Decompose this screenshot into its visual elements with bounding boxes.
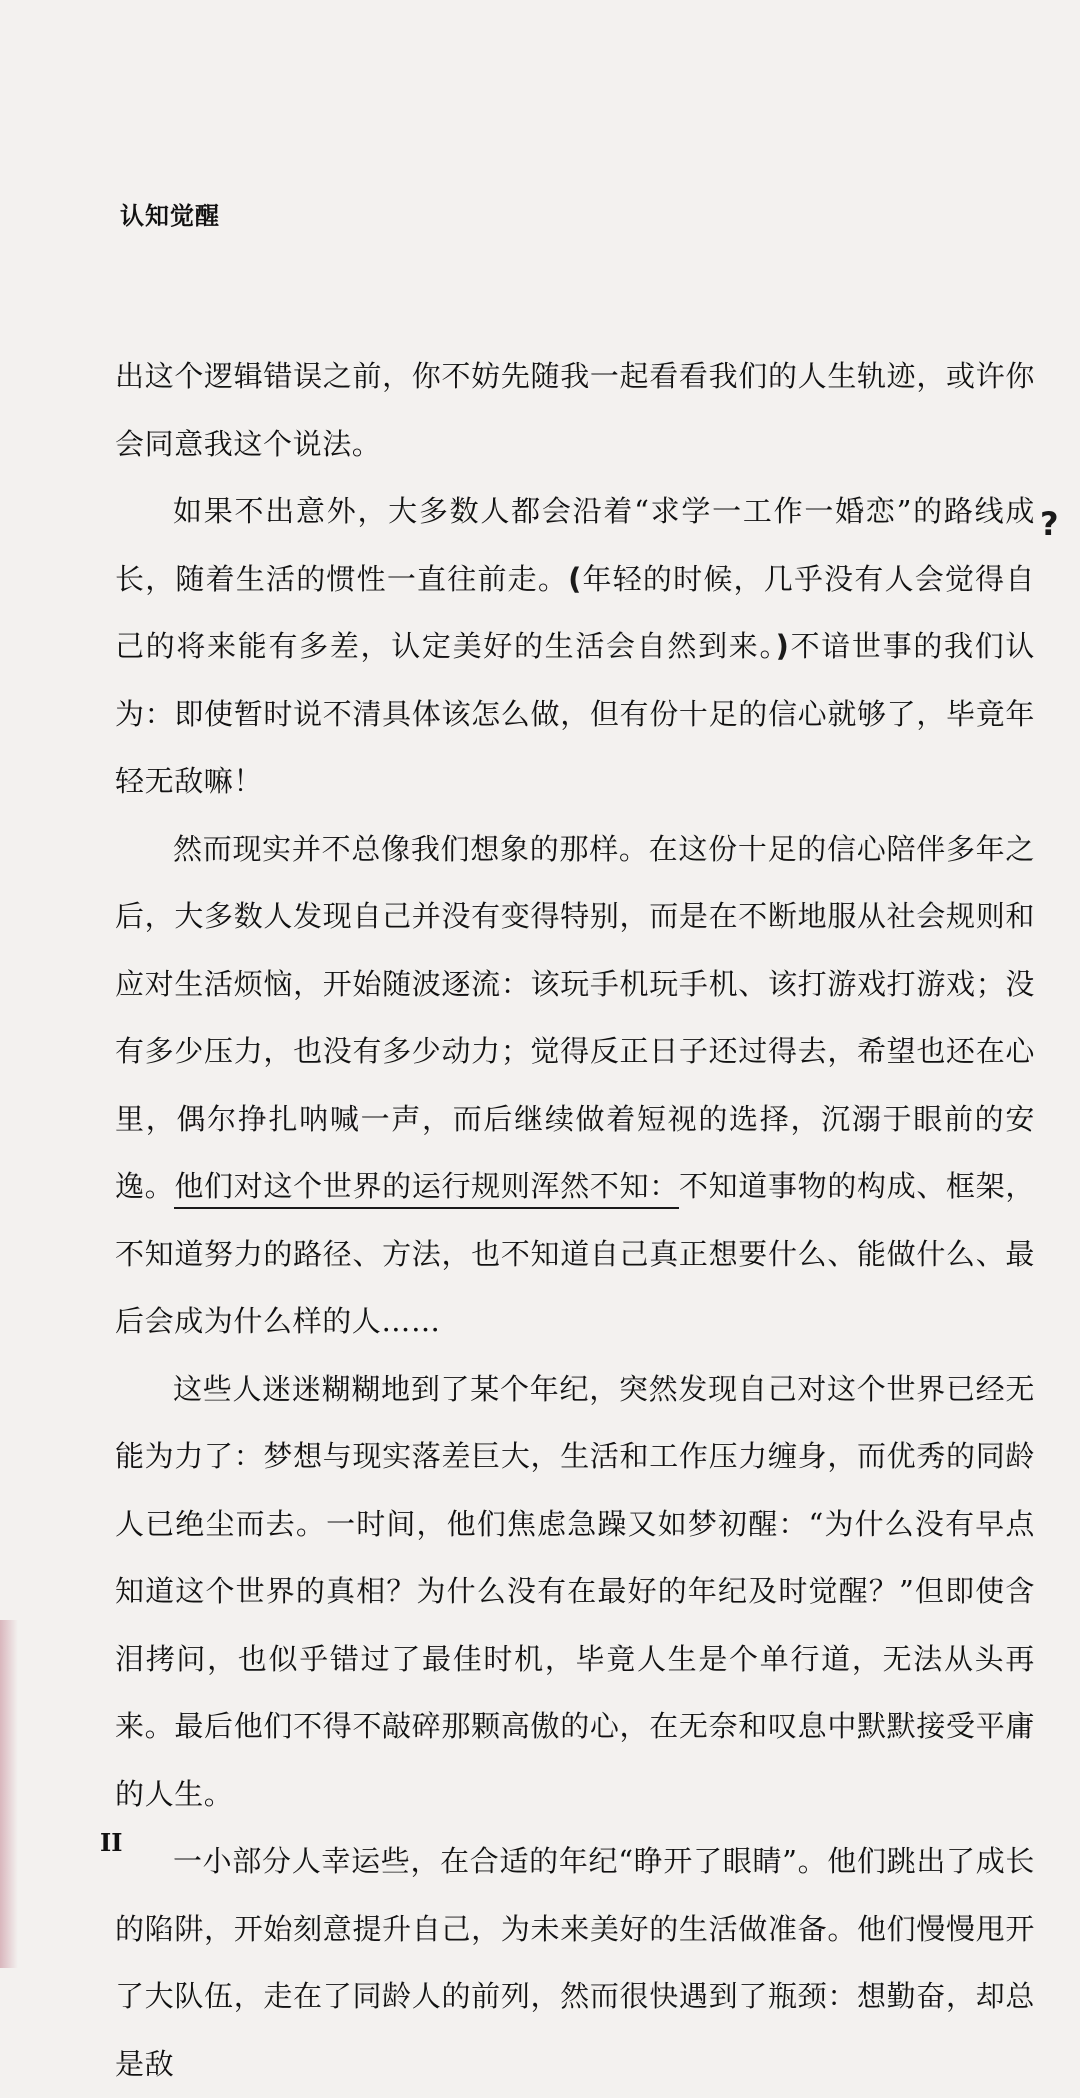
paragraph-1: 出这个逻辑错误之前，你不妨先随我一起看看我们的人生轨迹，或许你会同意我这个说法。 (115, 359, 1035, 461)
paragraph-2-text-b: 不谙世事的我们认为：即使暂时说不清具体该怎么做，但有份十足的信心就够了，毕竟年轻无敌嘛！ (115, 629, 1036, 798)
handwritten-bracket-close: ) (775, 629, 790, 663)
running-head-title: 认知觉醒 (120, 201, 220, 230)
handwritten-bracket-open: ( (568, 561, 582, 596)
page-number: II (100, 1828, 123, 1857)
underlined-passage: 他们对这个世界的运行规则浑然不知： (174, 1169, 679, 1209)
paragraph-3-text-b: 不知道事物的构成、框架，不知道努力的路径、方法，也不知道自己真正想要什么、能做什么、最后会成为什么样的人…… (115, 1169, 1036, 1338)
paragraph-3 (115, 816, 1035, 1356)
handwritten-question-mark: ? (1040, 505, 1059, 543)
page-body (115, 343, 1036, 2081)
paragraph-2 (115, 478, 1035, 816)
bracketed-passage: 年轻的时候，几乎没有人会觉得自己的将来能有多差，认定美好的生活会自然到来。 (115, 561, 1035, 663)
page-edge-shadow (0, 1620, 18, 1968)
paragraph-5: 一小部分人幸运些，在合适的年纪“睁开了眼睛”。他们跳出了成长的陷阱，开始刻意提升自己，为未来美好的生活做准备。他们慢慢甩开了大队伍，走在了同龄人的前列，然而很快遇到了瓶颈：想勤奋，却总是敌 (115, 1844, 1035, 2081)
paragraph-3-text-a: 然而现实并不总像我们想象的那样。在这份十足的信心陪伴多年之后，大多数人发现自己并没有变得特别，而是在不断地服从社会规则和应对生活烦恼，开始随波逐流：该玩手机玩手机、该打游戏打游戏；没有多少压力，也没有多少动力；觉得反正日子还过得去，希望也还在心里，偶尔挣扎呐喊一声，而后继续做着短视的选择，沉溺于眼前的安逸。 (115, 831, 1035, 1203)
paragraph-4: 这些人迷迷糊糊地到了某个年纪，突然发现自己对这个世界已经无能为力了：梦想与现实落差巨大，生活和工作压力缠身，而优秀的同龄人已绝尘而去。一时间，他们焦虑急躁又如梦初醒：“为什么没有早点知道这个世界的真相？为什么没有在最好的年纪及时觉醒？”但即使含泪拷问，也似乎错过了最佳时机，毕竟人生是个单行道，无法从头再来。最后他们不得不敲碎那颗高傲的心，在无奈和叹息中默默接受平庸的人生。 (115, 1371, 1035, 1811)
paragraph-2-text-a: 如果不出意外，大多数人都会沿着“求学一工作一婚恋”的路线成长，随着生活的惯性一直往前走。 (115, 494, 1035, 596)
